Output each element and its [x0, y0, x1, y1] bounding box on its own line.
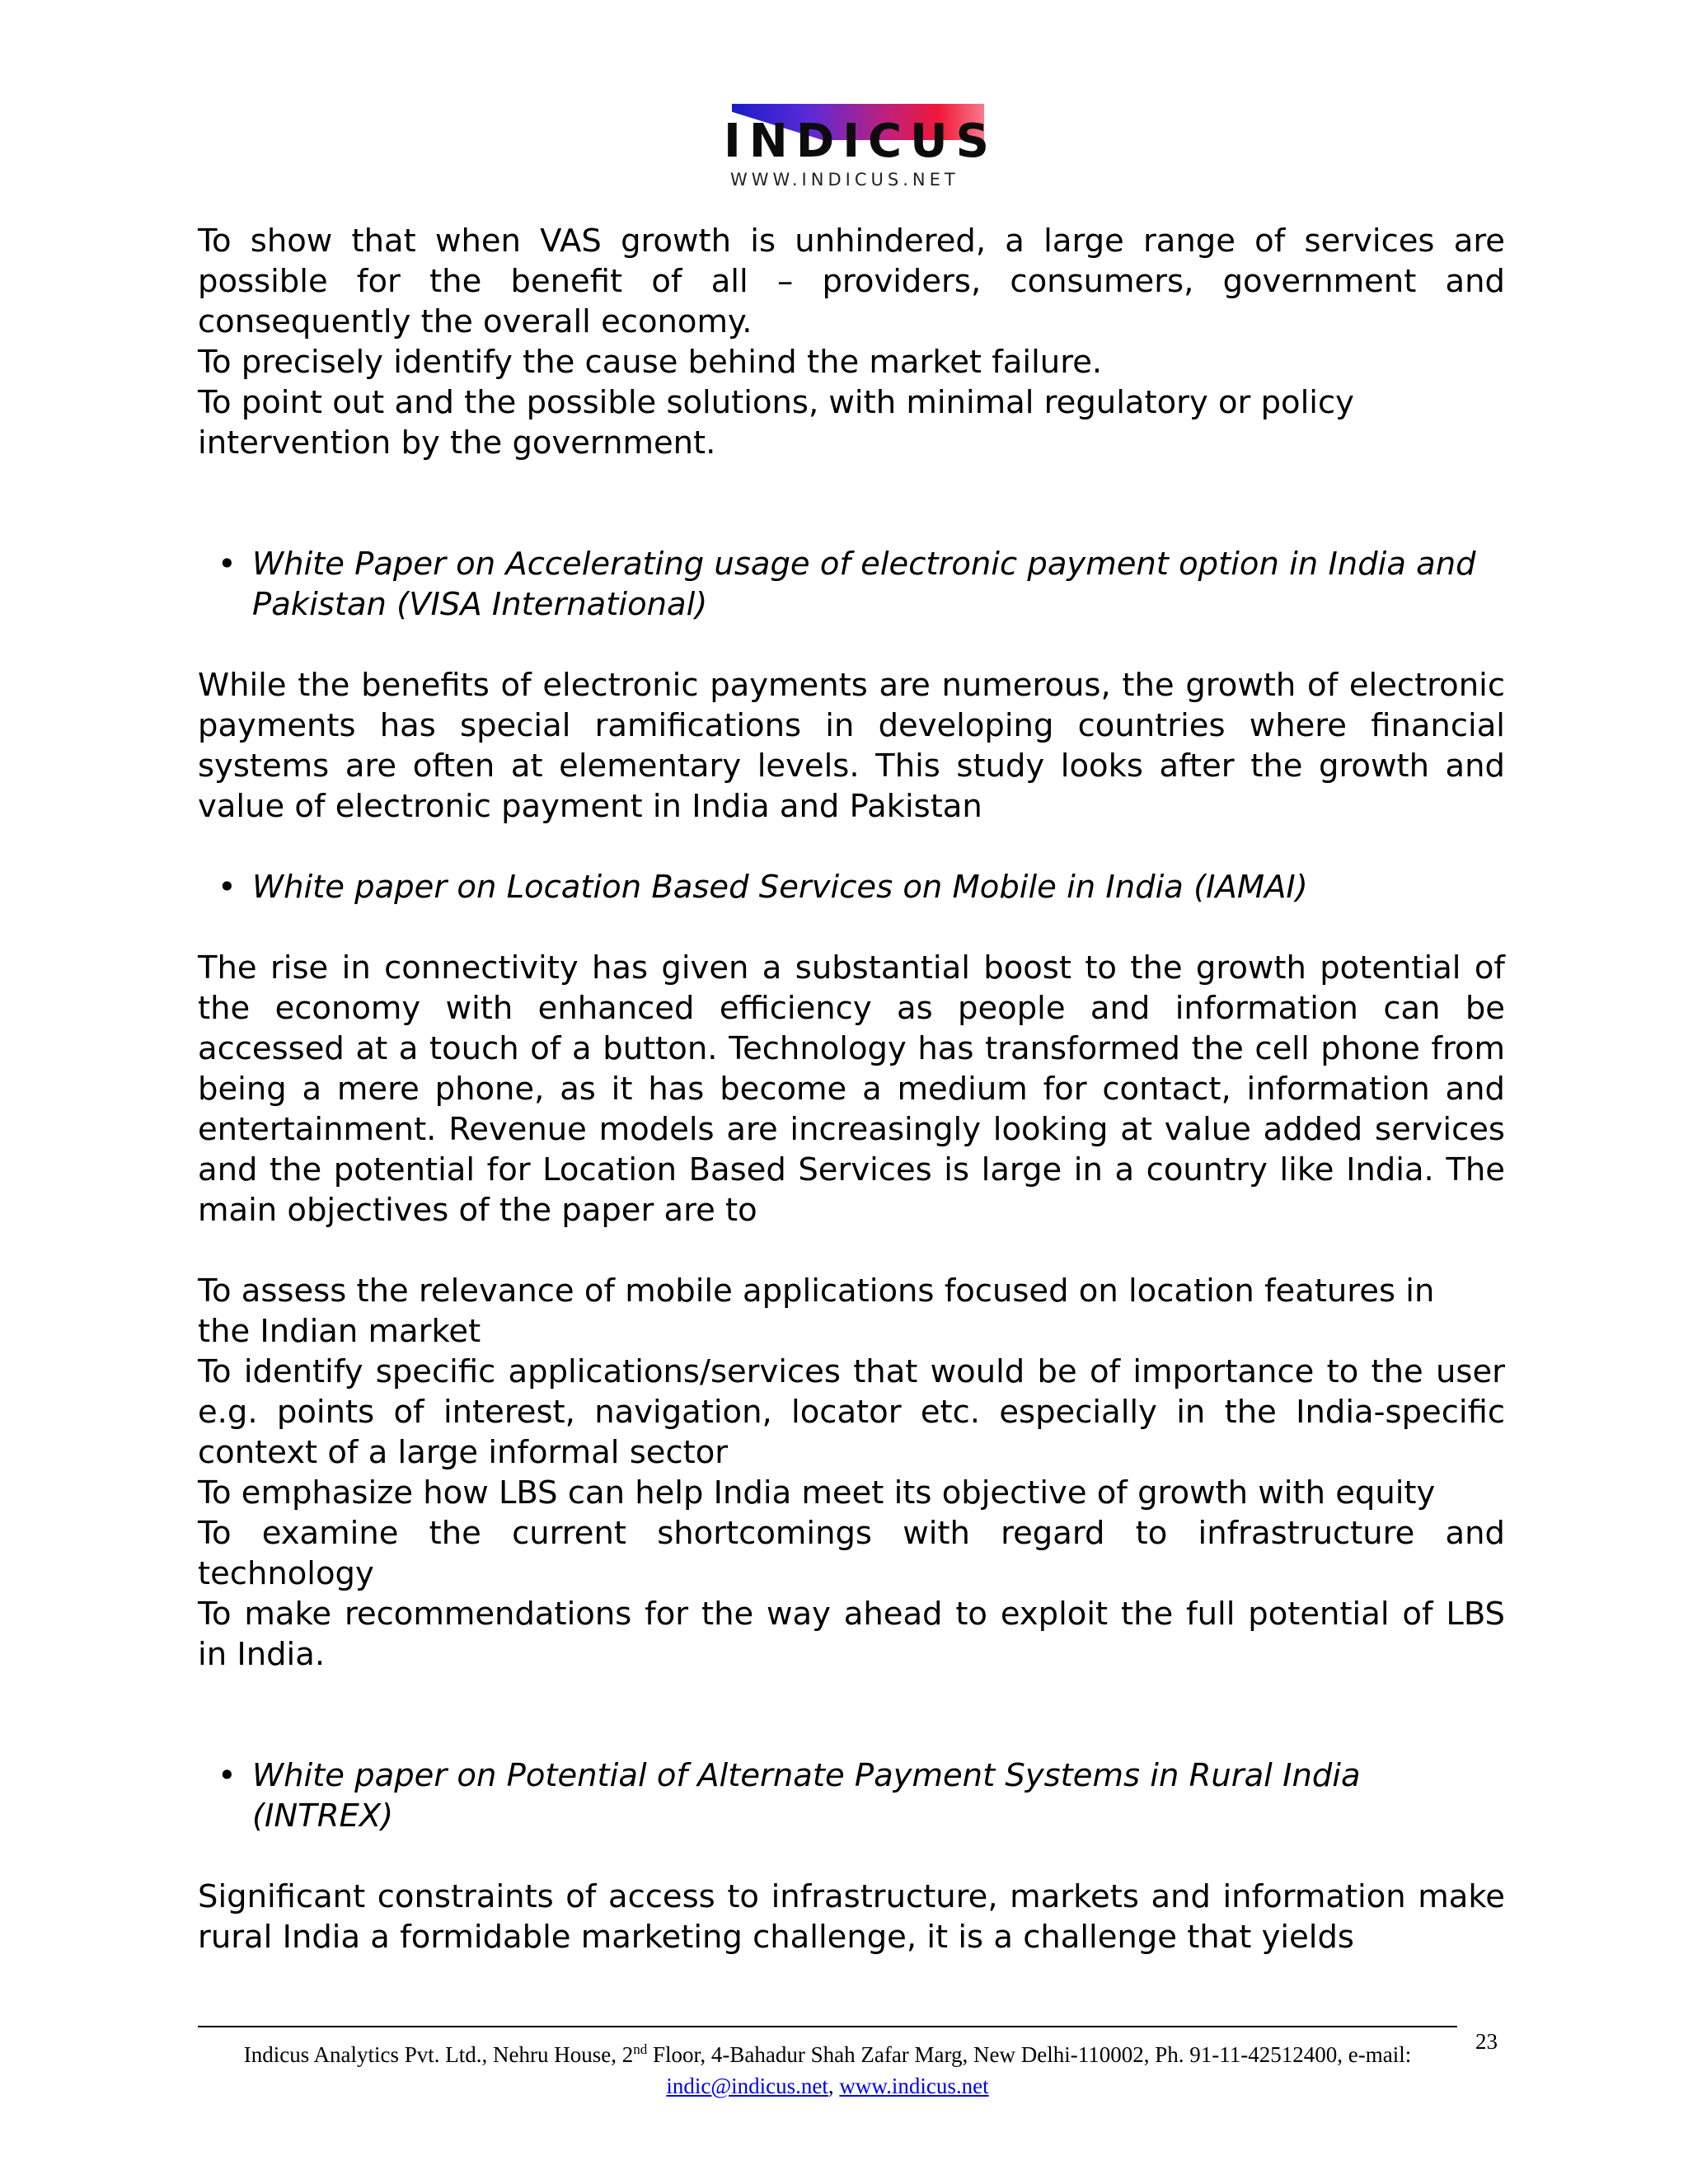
footer-address-a: Indicus Analytics Pvt. Ltd., Nehru House, 2 [243, 2042, 634, 2067]
objective-1b: the Indian market [198, 1313, 481, 1350]
bullet-text: White paper on Potential of Alternate Payment Systems in Rural India (INTREX) [252, 1757, 1361, 1835]
paragraph-rural-india: Significant constraints of access to infrastructure, markets and information make rural India a formidable marketing challenge, it is a challenge that yields [198, 1878, 1505, 1956]
page-number: 23 [1475, 2029, 1498, 2054]
page-body [198, 221, 1505, 1957]
bullet-icon: • [218, 869, 237, 906]
bullet-text: White Paper on Accelerating usage of electronic payment option in India and Pakistan (VISA International) [252, 546, 1476, 623]
logo-wordmark: INDICUS [724, 115, 997, 168]
footer-address-b: Floor, 4-Bahadur Shah Zafar Marg, New Delhi-110002, Ph. 91-11-42512400, e-mail: [647, 2042, 1412, 2067]
footer-separator: , [828, 2074, 840, 2098]
intro-paragraph: To show that when VAS growth is unhindered, a large range of services are possible for the benefit of all – providers, consumers, government and consequently the overall economy. [198, 223, 1505, 340]
bullet-icon: • [218, 1757, 237, 1794]
objective-5: To make recommendations for the way ahead to exploit the full potential of LBS in India. [198, 1596, 1505, 1673]
intro-line-3b: intervention by the government. [198, 424, 716, 462]
logo-url: WWW.INDICUS.NET [730, 170, 959, 190]
objective-3: To emphasize how LBS can help India meet its objective of growth with equity [198, 1474, 1436, 1511]
objective-1a: To assess the relevance of mobile applications focused on location features in [198, 1272, 1435, 1310]
objective-2: To identify specific applications/services that would be of importance to the user e.g. points of interest, navigation, locator etc. especially in the India-specific context of a large informal sector [198, 1353, 1505, 1471]
indicus-logo [724, 104, 997, 194]
bullet-icon: • [218, 546, 237, 583]
bullet-text: White paper on Location Based Services on Mobile in India (IAMAI) [252, 869, 1308, 906]
bullet-item-intrex [198, 1755, 1505, 1836]
paragraph-electronic-payments: While the benefits of electronic payments are numerous, the growth of electronic payments has special ramifications in developing countries where financial systems are often at elementary levels. This study looks after the growth and value of electronic payment in India and Pakistan [198, 667, 1505, 825]
bullet-item-visa [198, 544, 1505, 625]
footer-divider [198, 2026, 1457, 2027]
footer-website-link[interactable]: www.indicus.net [839, 2074, 989, 2098]
footer-superscript: nd [633, 2041, 648, 2057]
footer-address [198, 2034, 1457, 2102]
intro-line-3a: To point out and the possible solutions, with minimal regulatory or policy [198, 384, 1354, 421]
objective-4: To examine the current shortcomings with regard to infrastructure and technology [198, 1515, 1505, 1592]
intro-line-2: To precisely identify the cause behind the market failure. [198, 344, 1103, 381]
footer-email-link[interactable]: indic@indicus.net [666, 2074, 828, 2098]
bullet-item-lbs [198, 867, 1505, 907]
paragraph-connectivity: The rise in connectivity has given a substantial boost to the growth potential of the economy with enhanced efficiency as people and information can be accessed at a touch of a button. Technology has transformed the cell phone from being a mere phone, as it has become a medium for contact, information and entertainment. Revenue models are increasingly looking at value added services and the potential for Location Based Services is large in a country like India. The main objectives of the paper are to [198, 949, 1505, 1229]
